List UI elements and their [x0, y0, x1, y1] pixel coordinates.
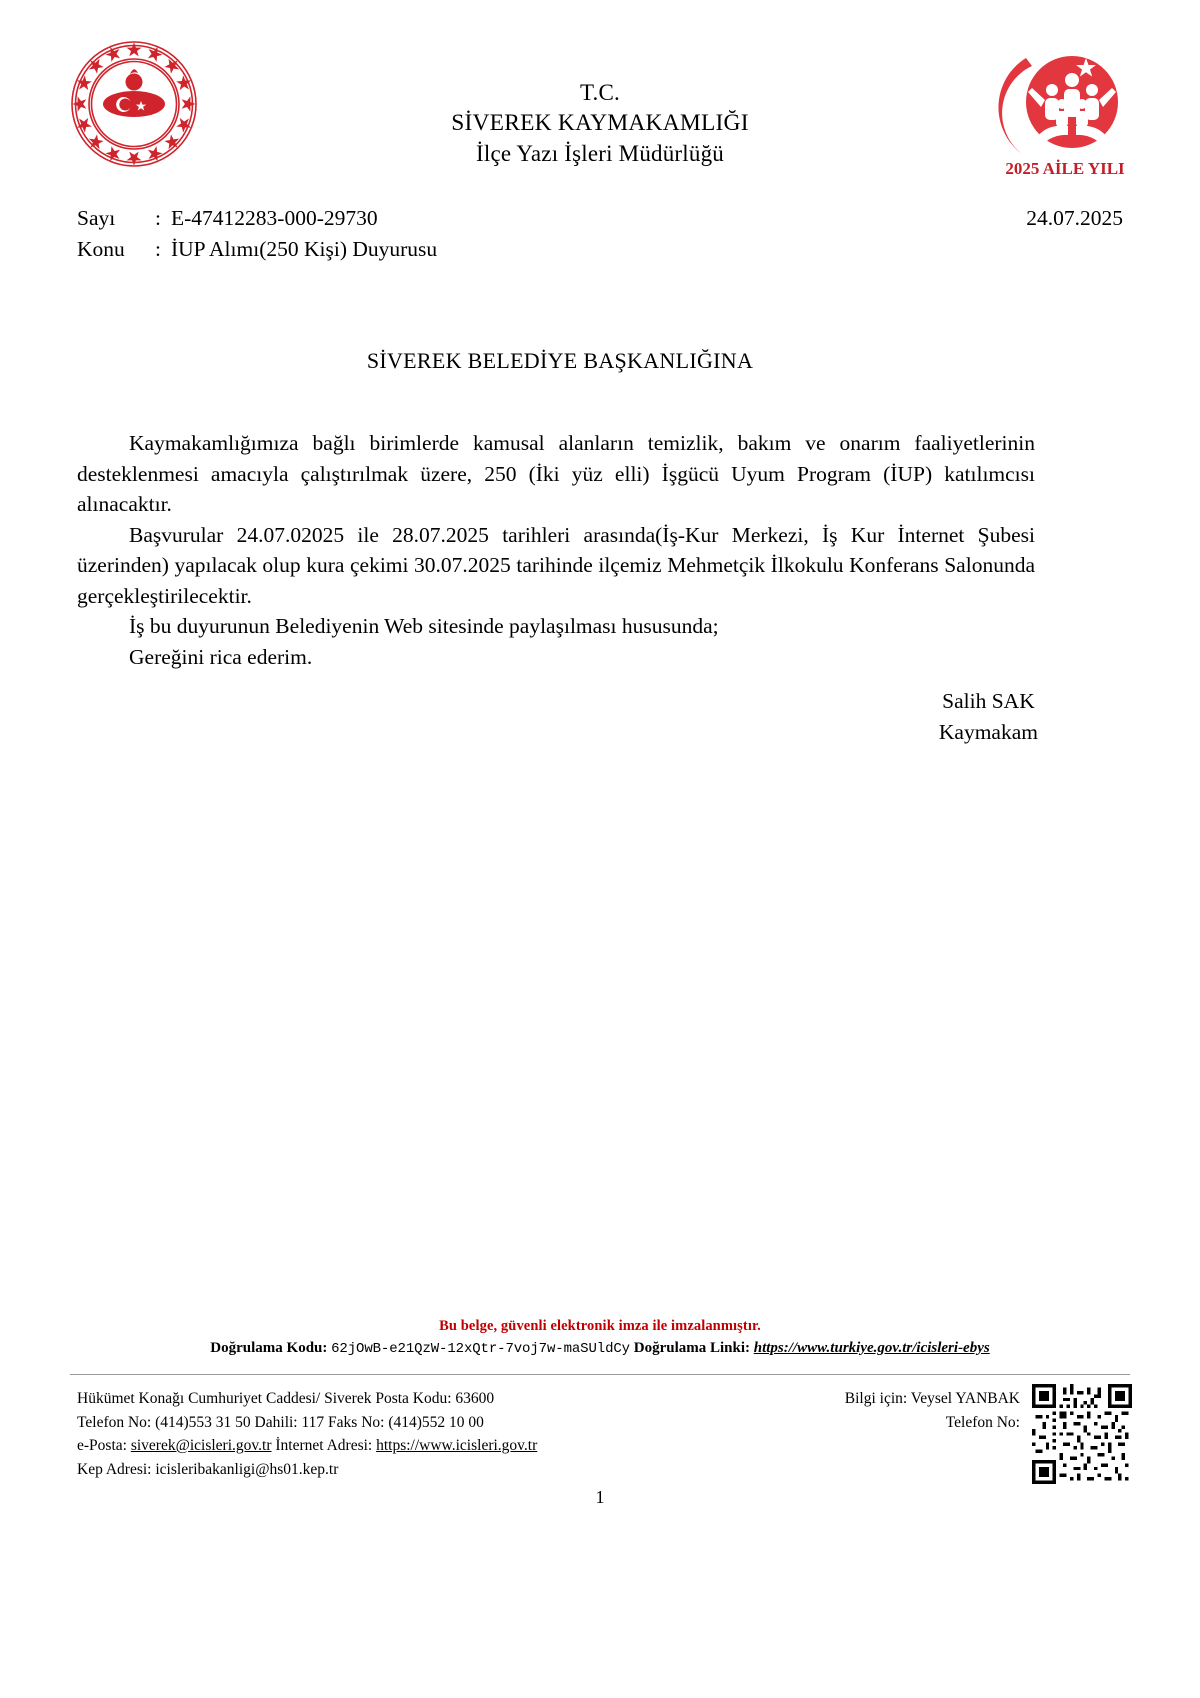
sayi-value: E-47412283-000-29730: [171, 206, 378, 230]
footer-kep-row: [77, 1458, 717, 1482]
footer-web-value[interactable]: https://www.icisleri.gov.tr: [376, 1437, 538, 1455]
body-paragraph-1: Kaymakamlığımıza bağlı birimlerde kamusal alanların temizlik, bakım ve onarım faaliyetlerinin desteklenmesi amacıyla çalıştırılmak üzere, 250 (İki yüz elli) İşgücü Uyum Program (İUP) katılımcısı alınacaktır.: [77, 431, 1035, 517]
body-paragraph-2: Başvurular 24.07.02025 ile 28.07.2025 tarihleri arasında(İş-Kur Merkezi, İş Kur İnternet Şubesi üzerinden) yapılacak olup kura çekimi 30.07.2025 tarihinde ilçemiz Mehmetçik İlkokulu Konferans Salonunda gerçekleştirilecektir.: [77, 522, 1035, 608]
meta-row-sayi: [77, 203, 1123, 234]
footer-phone: Telefon No: (414)553 31 50 Dahili: 117 Faks No: (414)552 10 00: [77, 1413, 484, 1431]
aile-yili-label: 2025 AİLE YILI: [1005, 159, 1125, 178]
document-meta: [77, 203, 1123, 264]
footer-web-label: İnternet Adresi:: [275, 1437, 373, 1455]
body-paragraph-3: İş bu duyurunun Belediyenin Web sitesinde paylaşılması hususunda;: [129, 614, 719, 639]
signer-title: Kaymakam: [938, 720, 1038, 745]
konu-value: İUP Alımı(250 Kişi) Duyurusu: [171, 236, 438, 261]
signer-name: Salih SAK: [942, 689, 1035, 713]
footer-email-value[interactable]: siverek@icisleri.gov.tr: [130, 1437, 272, 1455]
verification-code-label: Doğrulama Kodu:: [210, 1340, 328, 1356]
verification-link-value[interactable]: https://www.turkiye.gov.tr/icisleri-ebys: [753, 1340, 990, 1356]
footer-kep-label: Kep Adresi:: [77, 1460, 152, 1478]
sayi-label: Sayı: [77, 206, 116, 230]
document-header: [0, 18, 1200, 188]
page-number: 1: [595, 1487, 605, 1507]
document-date: 24.07.2025: [1026, 206, 1123, 230]
signature-block: [939, 686, 1038, 748]
turkiye-icisleri-bakanligi-seal-icon: [68, 38, 200, 170]
esignature-notice-block: [0, 1318, 1200, 1357]
footer-info-block: [720, 1387, 1020, 1434]
meta-row-konu: [77, 234, 1123, 265]
footer-kep-value: icisleribakanligi@hs01.kep.tr: [155, 1460, 339, 1478]
verification-code-value: 62jOwB-e21QzW-12xQtr-7voj7w-maSUldCy: [331, 1341, 630, 1357]
verification-qr-code-icon: [1032, 1384, 1132, 1484]
footer-address: Hükümet Konağı Cumhuriyet Caddesi/ Siverek Posta Kodu: 63600: [77, 1390, 495, 1407]
body-paragraph-4: Gereğini rica ederim.: [129, 644, 313, 669]
verification-link-label: Doğrulama Linki:: [633, 1340, 750, 1356]
header-line-tc: T.C.: [580, 80, 620, 105]
sayi-colon: :: [155, 206, 161, 230]
header-title-block: [300, 78, 900, 170]
verification-line: [0, 1340, 1200, 1357]
esignature-notice: Bu belge, güvenli elektronik imza ile imzalanmıştır.: [439, 1318, 761, 1334]
2025-aile-yili-logo-icon: [990, 34, 1140, 184]
header-line-institution: SİVEREK KAYMAKAMLIĞI: [451, 110, 749, 137]
addressee-text: SİVEREK BELEDİYE BAŞKANLIĞINA: [366, 348, 754, 373]
footer-email-label: e-Posta:: [77, 1437, 127, 1455]
footer-divider: [70, 1374, 1130, 1375]
header-line-department: İlçe Yazı İşleri Müdürlüğü: [476, 141, 724, 167]
konu-label: Konu: [77, 236, 125, 261]
footer-info-for: Bilgi için: Veysel YANBAK: [844, 1390, 1020, 1407]
footer-contact-block: [77, 1387, 717, 1481]
footer-info-phone: Telefon No:: [945, 1413, 1020, 1431]
document-body: [77, 428, 1035, 672]
konu-colon: :: [155, 236, 161, 261]
addressee-heading: [0, 348, 1200, 374]
svg-text:·: ·: [132, 152, 136, 158]
footer-email-row: [77, 1434, 717, 1458]
